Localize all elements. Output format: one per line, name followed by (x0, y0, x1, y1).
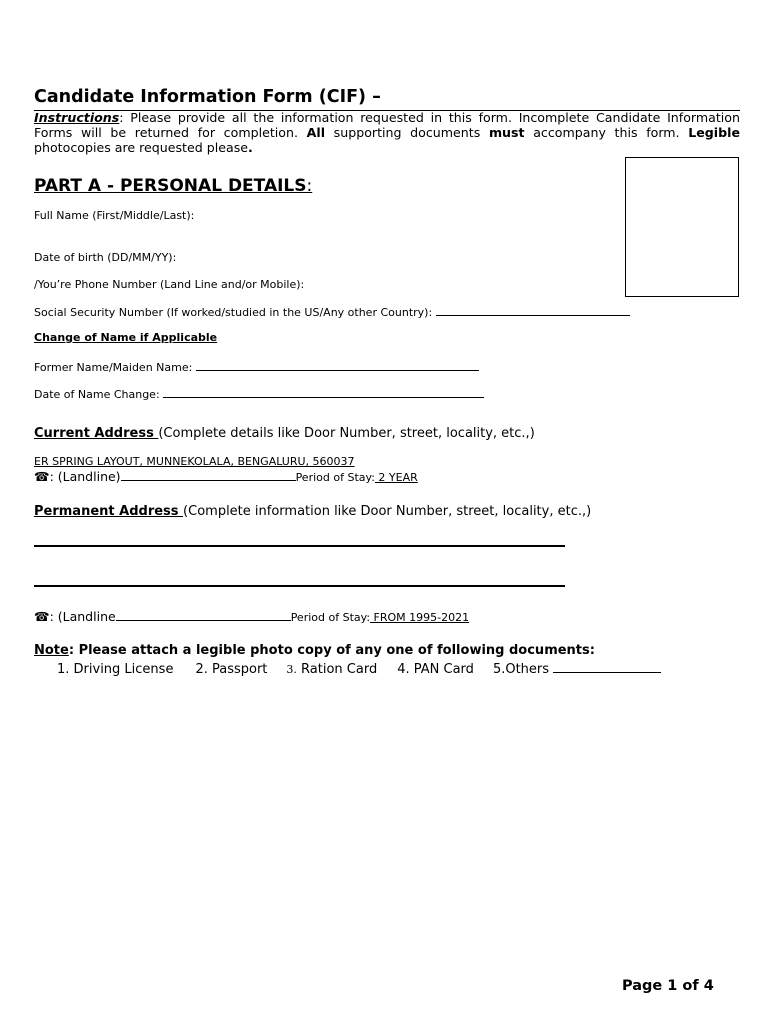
instructions-text-3: accompany this form. (524, 125, 689, 140)
part-a-colon: : (306, 176, 313, 196)
change-of-name-heading: Change of Name if Applicable (34, 331, 218, 344)
permanent-address-line-2[interactable] (34, 585, 565, 587)
instructions-paragraph (34, 110, 740, 155)
instructions-bold-legible: Legible (688, 125, 740, 140)
current-address-hint: (Complete details like Door Number, street, locality, etc.,) (158, 426, 535, 441)
doc-driving-license: 1. Driving License (57, 662, 174, 677)
note-label: Note (34, 643, 69, 658)
instructions-period: . (248, 140, 253, 155)
former-name-row (34, 359, 479, 374)
doc-ration-card: Ration Card (301, 662, 378, 677)
permanent-period-label: Period of Stay: (290, 611, 371, 624)
part-a-heading (34, 176, 312, 196)
current-landline-label: : (Landline) (49, 469, 121, 484)
note-row (34, 643, 595, 658)
document-list (57, 661, 661, 677)
current-period-value[interactable]: 2 YEAR (374, 471, 418, 484)
doc-others-field[interactable] (553, 661, 661, 673)
instructions-bold-must: must (488, 125, 525, 140)
instructions-colon: : (119, 110, 124, 125)
doc-passport: 2. Passport (195, 662, 268, 677)
full-name-label: Full Name (First/Middle/Last): (34, 209, 195, 222)
current-address-value[interactable]: ER SPRING LAYOUT, MUNNEKOLALA, BENGALURU, 560037 (34, 455, 355, 468)
doc-others: 5.Others (492, 662, 554, 677)
permanent-address-heading: Permanent Address (34, 504, 184, 519)
instructions-label: Instructions (34, 110, 120, 125)
permanent-landline-field[interactable] (116, 609, 291, 621)
ssn-label: Social Security Number (If worked/studied in the US/Any other Country): (34, 306, 436, 319)
current-period-label: Period of Stay: (295, 471, 375, 484)
doc-ration-number: 3. (286, 663, 297, 676)
form-title: Candidate Information Form (CIF) – (34, 87, 381, 107)
date-name-change-field[interactable] (163, 386, 484, 398)
permanent-address-hint: (Complete information like Door Number, street, locality, etc.,) (183, 504, 592, 519)
instructions-bold-all: All (306, 125, 326, 140)
date-name-change-row (34, 386, 484, 401)
phone-icon: ☎ (34, 609, 50, 624)
instructions-text-4: photocopies are requested please (34, 140, 249, 155)
photo-box[interactable] (625, 157, 739, 297)
doc-pan-card: 4. PAN Card (397, 662, 474, 677)
current-address-phone-row (34, 469, 418, 484)
current-landline-field[interactable] (121, 469, 296, 481)
former-name-field[interactable] (196, 359, 479, 371)
permanent-address-phone-row (34, 609, 469, 624)
current-address-heading: Current Address (34, 426, 159, 441)
note-text: : Please attach a legible photo copy of any one of following documents: (68, 643, 595, 658)
part-a-title: PART A - PERSONAL DETAILS (34, 176, 307, 196)
ssn-field[interactable] (436, 304, 630, 316)
page-number: Page 1 of 4 (622, 978, 714, 994)
permanent-address-line-1[interactable] (34, 545, 565, 547)
phone-label: /You’re Phone Number (Land Line and/or Mobile): (34, 278, 305, 291)
instructions-text-1: Please provide all the information requested in this form. Incomplete Candidate Information Forms will be returned for completion. (34, 110, 740, 140)
permanent-address-heading-row (34, 504, 591, 519)
instructions-text-2: supporting documents (325, 125, 489, 140)
dob-label: Date of birth (DD/MM/YY): (34, 251, 177, 264)
current-address-heading-row (34, 426, 535, 441)
permanent-landline-label: : (Landline (49, 609, 116, 624)
phone-icon: ☎ (34, 469, 50, 484)
former-name-label: Former Name/Maiden Name: (34, 361, 196, 374)
date-name-change-label: Date of Name Change: (34, 388, 164, 401)
permanent-period-value[interactable]: FROM 1995-2021 (370, 611, 470, 624)
ssn-row (34, 304, 630, 319)
